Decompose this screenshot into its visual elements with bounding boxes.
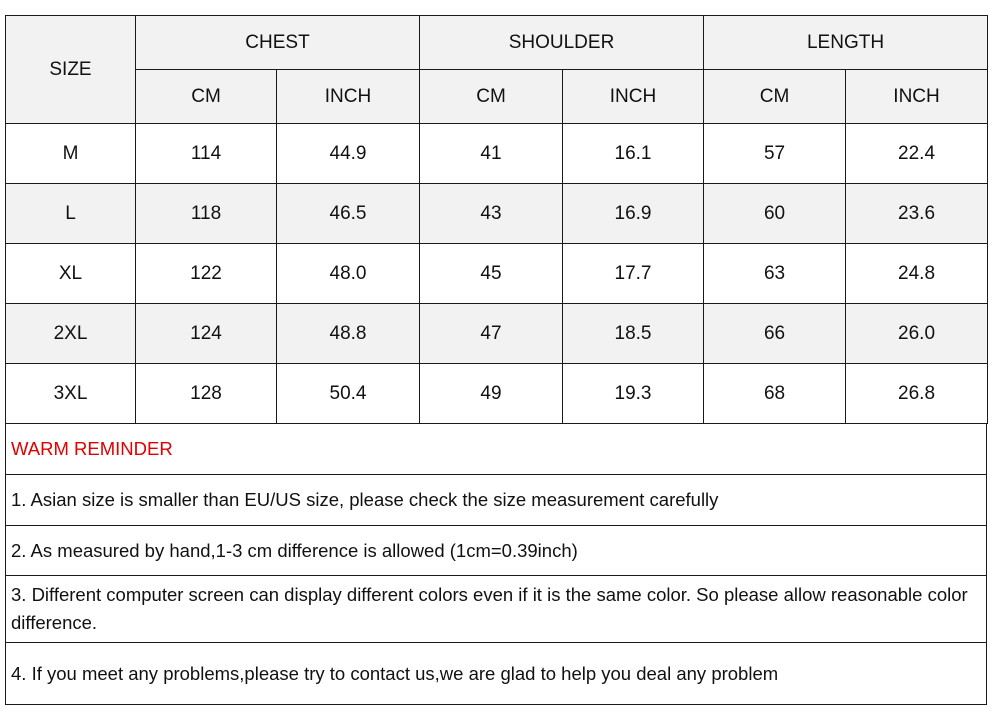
shoulder-cm-cell: 49 [420, 364, 563, 424]
table-row [6, 304, 988, 364]
reminder-note-row [6, 643, 987, 705]
header-unit-inch: INCH [563, 70, 704, 124]
header-length: LENGTH [704, 16, 988, 70]
chest-cm-cell: 114 [136, 124, 277, 184]
chest-inch-cell: 50.4 [277, 364, 420, 424]
size-cell: M [6, 124, 136, 184]
header-unit-cm: CM [136, 70, 277, 124]
shoulder-cm-cell: 47 [420, 304, 563, 364]
shoulder-inch-cell: 16.9 [563, 184, 704, 244]
chest-inch-cell: 48.8 [277, 304, 420, 364]
size-cell: L [6, 184, 136, 244]
table-row [6, 124, 988, 184]
reminder-note: 3. Different computer screen can display different colors even if it is the same color. So please allow reasonable color difference. [6, 576, 987, 643]
size-table [5, 15, 988, 424]
shoulder-cm-cell: 43 [420, 184, 563, 244]
reminder-title: WARM REMINDER [6, 424, 987, 475]
table-row [6, 364, 988, 424]
header-shoulder: SHOULDER [420, 16, 704, 70]
reminder-note-row [6, 576, 987, 643]
size-chart [5, 15, 987, 703]
length-inch-cell: 23.6 [846, 184, 988, 244]
chest-cm-cell: 128 [136, 364, 277, 424]
length-cm-cell: 68 [704, 364, 846, 424]
length-cm-cell: 63 [704, 244, 846, 304]
size-cell: 3XL [6, 364, 136, 424]
length-inch-cell: 26.0 [846, 304, 988, 364]
chest-cm-cell: 122 [136, 244, 277, 304]
length-inch-cell: 22.4 [846, 124, 988, 184]
shoulder-cm-cell: 41 [420, 124, 563, 184]
reminder-note-row [6, 526, 987, 576]
chest-inch-cell: 48.0 [277, 244, 420, 304]
header-row-groups [6, 16, 988, 70]
length-cm-cell: 60 [704, 184, 846, 244]
chest-cm-cell: 118 [136, 184, 277, 244]
chest-inch-cell: 44.9 [277, 124, 420, 184]
header-unit-inch: INCH [277, 70, 420, 124]
size-cell: XL [6, 244, 136, 304]
header-chest: CHEST [136, 16, 420, 70]
length-inch-cell: 26.8 [846, 364, 988, 424]
chest-cm-cell: 124 [136, 304, 277, 364]
reminder-table [5, 424, 987, 705]
reminder-note: 1. Asian size is smaller than EU/US size, please check the size measurement carefully [6, 475, 987, 526]
reminder-note-row [6, 475, 987, 526]
header-row-units [6, 70, 988, 124]
reminder-note: 4. If you meet any problems,please try to contact us,we are glad to help you deal any problem [6, 643, 987, 705]
length-cm-cell: 57 [704, 124, 846, 184]
chest-inch-cell: 46.5 [277, 184, 420, 244]
reminder-note: 2. As measured by hand,1-3 cm difference is allowed (1cm=0.39inch) [6, 526, 987, 576]
shoulder-inch-cell: 18.5 [563, 304, 704, 364]
header-unit-cm: CM [420, 70, 563, 124]
shoulder-inch-cell: 19.3 [563, 364, 704, 424]
reminder-title-row [6, 424, 987, 475]
header-unit-inch: INCH [846, 70, 988, 124]
shoulder-inch-cell: 16.1 [563, 124, 704, 184]
size-cell: 2XL [6, 304, 136, 364]
header-unit-cm: CM [704, 70, 846, 124]
length-cm-cell: 66 [704, 304, 846, 364]
header-size: SIZE [6, 16, 136, 124]
length-inch-cell: 24.8 [846, 244, 988, 304]
table-row [6, 184, 988, 244]
shoulder-cm-cell: 45 [420, 244, 563, 304]
table-row [6, 244, 988, 304]
shoulder-inch-cell: 17.7 [563, 244, 704, 304]
